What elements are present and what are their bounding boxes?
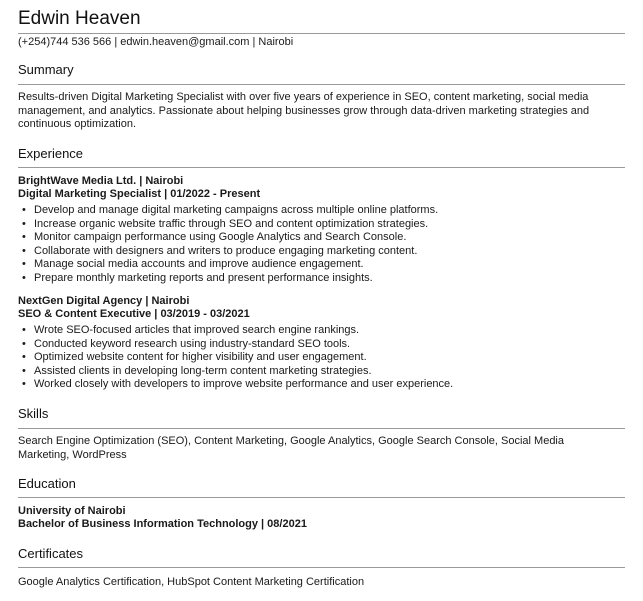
section-title-skills: Skills [18,406,49,421]
job-bullet: • Optimized website content for higher visibility and user engagement. [18,351,453,365]
education-degree-line: Bachelor of Business Information Technology | 08/2021 [18,518,307,530]
job-bullet: • Monitor campaign performance using Google Analytics and Search Console. [18,231,438,245]
summary-text: Results-driven Digital Marketing Specialist with over five years of experience in SEO, content marketing, social media management, and analytics. Passionate about helping businesses grow through data-driven marketing strategies and continuous optimization. [18,91,590,130]
certificates-text: Google Analytics Certification, HubSpot Content Marketing Certification [18,576,365,588]
job-company-line: NextGen Digital Agency | Nairobi [18,295,190,307]
job-role-line: SEO & Content Executive | 03/2019 - 03/2021 [18,308,250,320]
job-bullet: • Conducted keyword research using industry-standard SEO tools. [18,338,453,352]
job-bullet: • Collaborate with designers and writers to produce engaging marketing content. [18,245,438,259]
skills-text: Search Engine Optimization (SEO), Content Marketing, Google Analytics, Google Search Console, Social Media Marketing, WordPress [18,435,564,461]
job-bullets [18,204,438,285]
job-bullet: • Wrote SEO-focused articles that improved search engine rankings. [18,324,453,338]
education-divider [18,497,625,498]
job-bullet: • Develop and manage digital marketing campaigns across multiple online platforms. [18,204,438,218]
education-school: University of Nairobi [18,505,126,517]
job-bullet: • Manage social media accounts and improve audience engagement. [18,258,438,272]
job-company-line: BrightWave Media Ltd. | Nairobi [18,175,184,187]
job-bullet: • Assisted clients in developing long-term content marketing strategies. [18,365,453,379]
section-title-education: Education [18,476,76,491]
certificates-divider [18,567,625,568]
section-title-summary: Summary [18,62,74,77]
job-bullets [18,324,453,392]
job-bullet: • Increase organic website traffic through SEO and content optimization strategies. [18,218,438,232]
contact-line: (+254)744 536 566 | edwin.heaven@gmail.com | Nairobi [18,36,294,48]
section-title-experience: Experience [18,146,84,161]
skills-divider [18,428,625,429]
job-bullet: • Worked closely with developers to improve website performance and user experience. [18,378,453,392]
job-role-line: Digital Marketing Specialist | 01/2022 - Present [18,188,261,200]
summary-divider [18,84,625,85]
section-title-certificates: Certificates [18,546,84,561]
experience-divider [18,167,625,168]
job-bullet: • Prepare monthly marketing reports and present performance insights. [18,272,438,286]
candidate-name: Edwin Heaven [18,8,141,29]
header-divider [18,33,625,34]
